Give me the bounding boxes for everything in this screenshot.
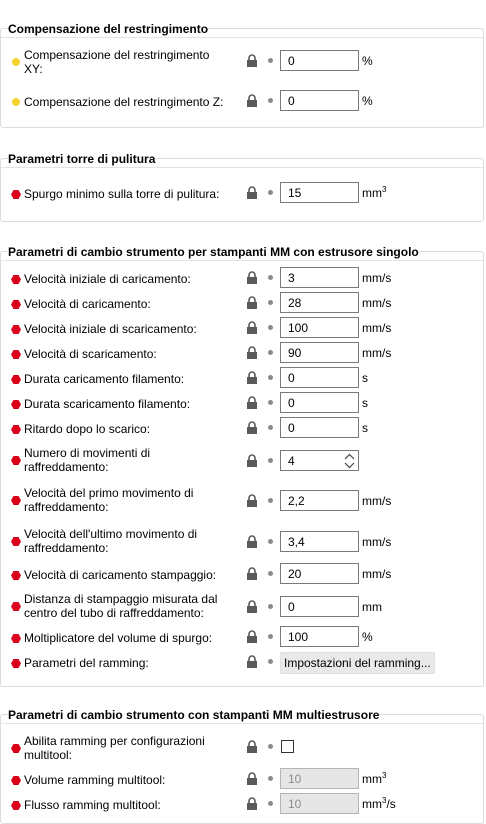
lock-icon[interactable] (246, 271, 258, 284)
lock-icon[interactable] (246, 630, 258, 643)
row-cooling-moves (0, 446, 484, 474)
label-line1: Velocità dell'ultimo movimento di (24, 527, 198, 541)
unit: mm/s (362, 271, 392, 285)
label-line2: centro del tubo di raffreddamento: (24, 606, 204, 620)
delay-input[interactable]: 0 (280, 417, 359, 438)
lock-icon[interactable] (246, 186, 258, 199)
lock-icon[interactable] (246, 600, 258, 613)
spinner-arrows-icon[interactable] (343, 453, 356, 469)
reset-dot-icon[interactable] (268, 98, 273, 103)
reset-dot-icon[interactable] (268, 498, 273, 503)
required-hex-icon (11, 425, 21, 434)
reset-dot-icon[interactable] (268, 300, 273, 305)
section-title: Parametri torre di pulitura (8, 152, 156, 166)
lock-icon[interactable] (246, 740, 258, 753)
reset-dot-icon[interactable] (268, 400, 273, 405)
shrinkage-xy-input[interactable]: 0 (280, 50, 359, 71)
section-title: Parametri di cambio strumento per stampanti MM con estrusore singolo (8, 245, 419, 259)
required-hex-icon (11, 400, 21, 409)
label-line1: Distanza di stampaggio misurata dal (24, 592, 218, 606)
row-ramming-volume (0, 766, 484, 794)
required-hex-icon (11, 602, 21, 611)
unit-base: mm (362, 186, 382, 200)
reset-dot-icon[interactable] (268, 659, 273, 664)
row-shrinkage-xy (0, 46, 484, 74)
section-title: Compensazione del restringimento (8, 22, 209, 36)
reset-dot-icon[interactable] (268, 190, 273, 195)
unit: mm/s (362, 535, 392, 549)
label (24, 592, 217, 620)
lock-icon[interactable] (246, 321, 258, 334)
row-unload-time (0, 390, 484, 418)
unload-speed-input[interactable]: 90 (280, 342, 359, 363)
lock-icon[interactable] (246, 797, 258, 810)
unit: mm/s (362, 346, 392, 360)
unit-sup: 3 (382, 771, 387, 780)
unit: % (362, 54, 373, 68)
reset-dot-icon[interactable] (268, 275, 273, 280)
label-line1: Numero di movimenti di (24, 446, 151, 460)
lock-icon[interactable] (246, 94, 258, 107)
row-ramming (0, 649, 484, 677)
cooling-moves-spinner[interactable] (280, 450, 359, 471)
reset-dot-icon[interactable] (268, 634, 273, 639)
required-hex-icon (11, 634, 21, 643)
required-hex-icon (11, 350, 21, 359)
row-unload-speed (0, 340, 484, 368)
required-hex-icon (11, 537, 21, 546)
ramming-volume-input[interactable]: 10 (280, 768, 359, 789)
row-load-speed (0, 290, 484, 318)
reset-dot-icon[interactable] (268, 375, 273, 380)
min-purge-input[interactable]: 15 (280, 182, 359, 203)
unit: s (362, 421, 368, 435)
unload-time-input[interactable]: 0 (280, 392, 359, 413)
label-line2: XY: (24, 62, 43, 76)
row-purge-multiplier (0, 624, 484, 652)
reset-dot-icon[interactable] (268, 458, 273, 463)
unit: % (362, 94, 373, 108)
label: Velocità di scaricamento: (24, 347, 157, 361)
label: Velocità iniziale di caricamento: (24, 272, 191, 286)
label: Parametri del ramming: (24, 656, 149, 670)
row-enable-ramming (0, 734, 484, 762)
label: Velocità di caricamento stampaggio: (24, 568, 217, 582)
label: Durata caricamento filamento: (24, 372, 185, 386)
stamping-speed-input[interactable]: 20 (280, 563, 359, 584)
unit: s (362, 371, 368, 385)
label: Volume ramming multitool: (24, 773, 166, 787)
lock-icon[interactable] (246, 371, 258, 384)
lock-icon[interactable] (246, 535, 258, 548)
unit-tail: /s (386, 797, 396, 811)
unit-base: mm (362, 797, 382, 811)
lock-icon[interactable] (246, 494, 258, 507)
lock-icon[interactable] (246, 655, 258, 668)
label: Durata scaricamento filamento: (24, 397, 191, 411)
label: Ritardo dopo lo scarico: (24, 422, 151, 436)
row-unload-init-speed (0, 315, 484, 343)
row-load-time (0, 365, 484, 393)
label (24, 446, 150, 474)
row-stamping-distance (0, 592, 484, 620)
load-init-speed-input[interactable]: 3 (280, 267, 359, 288)
lock-icon[interactable] (246, 296, 258, 309)
lock-icon[interactable] (246, 421, 258, 434)
unit-sup: 3 (382, 796, 387, 805)
reset-dot-icon[interactable] (268, 539, 273, 544)
reset-dot-icon[interactable] (268, 58, 273, 63)
label-line2: raffreddamento: (24, 460, 109, 474)
reset-dot-icon[interactable] (268, 425, 273, 430)
unit: mm/s (362, 494, 392, 508)
row-min-purge (0, 180, 484, 208)
label-line1: Velocità del primo movimento di (24, 486, 194, 500)
unit (362, 771, 386, 786)
unit (362, 796, 396, 811)
reset-dot-icon[interactable] (268, 604, 273, 609)
load-time-input[interactable]: 0 (280, 367, 359, 388)
unit-base: mm (362, 772, 382, 786)
section-divider (1, 723, 483, 724)
label (24, 734, 205, 762)
lock-icon[interactable] (246, 567, 258, 580)
label-min-purge: Spurgo minimo sulla torre di pulitura: (24, 187, 220, 201)
section-divider (1, 167, 483, 168)
reset-dot-icon[interactable] (268, 325, 273, 330)
required-hex-icon (11, 659, 21, 668)
status-dot-icon (12, 98, 20, 106)
required-hex-icon (11, 571, 21, 580)
reset-dot-icon[interactable] (268, 744, 273, 749)
reset-dot-icon[interactable] (268, 776, 273, 781)
row-cooling-first-speed (0, 486, 484, 514)
enable-ramming-checkbox[interactable] (281, 740, 294, 753)
row-shrinkage-z (0, 88, 484, 116)
label: Velocità iniziale di scaricamento: (24, 322, 197, 336)
spinner-value: 4 (288, 454, 295, 468)
lock-icon[interactable] (246, 54, 258, 67)
purge-multiplier-input[interactable]: 100 (280, 626, 359, 647)
required-hex-icon (11, 801, 21, 810)
section-divider (1, 260, 483, 261)
required-hex-icon (11, 744, 21, 753)
label-line2: multitool: (24, 748, 73, 762)
label-line2: raffreddamento: (24, 500, 109, 514)
unit-sup: 3 (382, 185, 387, 194)
label (24, 527, 197, 555)
label-line2: raffreddamento: (24, 541, 109, 555)
unit: mm/s (362, 567, 392, 581)
unit: s (362, 396, 368, 410)
required-hex-icon (11, 190, 21, 199)
required-hex-icon (11, 275, 21, 284)
label (24, 486, 193, 514)
required-hex-icon (11, 375, 21, 384)
label-shrinkage-xy (24, 48, 209, 76)
label: Velocità di caricamento: (24, 297, 151, 311)
label-line1: Abilita ramming per configurazioni (24, 734, 205, 748)
reset-dot-icon[interactable] (268, 350, 273, 355)
lock-icon[interactable] (246, 772, 258, 785)
unit (362, 185, 386, 200)
section-title: Parametri di cambio strumento con stampanti MM multiestrusore (8, 708, 380, 722)
row-stamping-speed (0, 561, 484, 589)
stamping-distance-input[interactable]: 0 (280, 596, 359, 617)
unload-init-speed-input[interactable]: 100 (280, 317, 359, 338)
ramming-settings-button[interactable]: Impostazioni del ramming... (280, 652, 435, 674)
load-speed-input[interactable]: 28 (280, 292, 359, 313)
shrinkage-z-input[interactable]: 0 (280, 90, 359, 111)
unit: mm/s (362, 296, 392, 310)
unit: mm/s (362, 321, 392, 335)
section-divider (1, 37, 483, 38)
cooling-first-speed-input[interactable]: 2,2 (280, 490, 359, 511)
unit: % (362, 630, 373, 644)
row-ramming-flow (0, 791, 484, 819)
lock-icon[interactable] (246, 454, 258, 467)
lock-icon[interactable] (246, 396, 258, 409)
row-cooling-last-speed (0, 527, 484, 555)
label: Flusso ramming multitool: (24, 798, 161, 812)
row-load-init-speed (0, 265, 484, 293)
lock-icon[interactable] (246, 346, 258, 359)
reset-dot-icon[interactable] (268, 571, 273, 576)
label: Moltiplicatore del volume di spurgo: (24, 631, 213, 645)
cooling-last-speed-input[interactable]: 3,4 (280, 531, 359, 552)
required-hex-icon (11, 456, 21, 465)
required-hex-icon (11, 325, 21, 334)
label-shrinkage-z: Compensazione del restringimento Z: (24, 95, 224, 109)
required-hex-icon (11, 496, 21, 505)
required-hex-icon (11, 300, 21, 309)
row-delay (0, 415, 484, 443)
status-dot-icon (12, 58, 20, 66)
ramming-flow-input[interactable]: 10 (280, 793, 359, 814)
required-hex-icon (11, 776, 21, 785)
label-line1: Compensazione del restringimento (24, 48, 210, 62)
reset-dot-icon[interactable] (268, 801, 273, 806)
unit: mm (362, 600, 382, 614)
